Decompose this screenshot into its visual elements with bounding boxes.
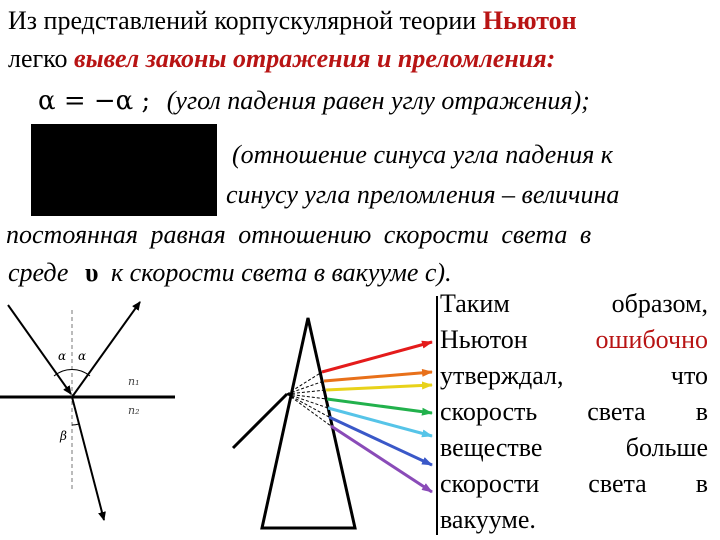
word-erroneously: ошибочно bbox=[595, 325, 708, 354]
line-4: (отношение синуса угла падения к bbox=[232, 140, 613, 169]
word: утверждал, bbox=[440, 361, 564, 390]
line-7-start: среде bbox=[8, 258, 69, 287]
prism-diagram bbox=[233, 318, 432, 528]
n2-label: n₂ bbox=[128, 404, 140, 417]
word: в bbox=[695, 469, 708, 498]
beta-label: β bbox=[60, 429, 67, 443]
refracted-ray bbox=[72, 397, 104, 520]
word: что bbox=[670, 361, 708, 390]
line-1-text: Из представлений корпускулярной теории bbox=[8, 6, 483, 35]
word: в bbox=[695, 397, 708, 426]
word: больше bbox=[625, 433, 708, 462]
alpha-right-label: α bbox=[78, 349, 87, 363]
word: веществе bbox=[440, 433, 543, 462]
word: Ньютон bbox=[440, 325, 528, 354]
alpha-left-label: α bbox=[58, 349, 67, 363]
line-5: синусу угла преломления – величина bbox=[226, 180, 620, 209]
ray-red bbox=[322, 342, 432, 372]
word: скорости bbox=[440, 469, 540, 498]
word: вакууме. bbox=[440, 505, 536, 534]
laws-phrase: вывел законы отражения и преломления: bbox=[74, 44, 556, 73]
reflection-refraction-diagram bbox=[0, 302, 175, 520]
beta-arc bbox=[72, 424, 79, 425]
ray-orange bbox=[324, 372, 432, 381]
reflection-formula: α = −α ; bbox=[38, 86, 151, 116]
line-2-text: легко bbox=[8, 44, 74, 73]
word: скорость bbox=[440, 397, 538, 426]
word: света bbox=[588, 469, 647, 498]
word: образом, bbox=[611, 289, 708, 318]
reflection-note: (угол падения равен углу отражения); bbox=[166, 86, 590, 115]
incident-beam bbox=[233, 394, 287, 448]
line-7-end: к скорости света в вакууме с). bbox=[110, 258, 452, 287]
word: Таким bbox=[440, 289, 510, 318]
velocity-symbol: υ bbox=[84, 258, 99, 287]
ray-yellow bbox=[326, 385, 432, 390]
word: света bbox=[587, 397, 646, 426]
newton-name: Ньютон bbox=[482, 6, 577, 35]
line-6-text: постоянная равная отношению скорости света в bbox=[6, 220, 592, 249]
n1-label: n₁ bbox=[128, 375, 140, 388]
